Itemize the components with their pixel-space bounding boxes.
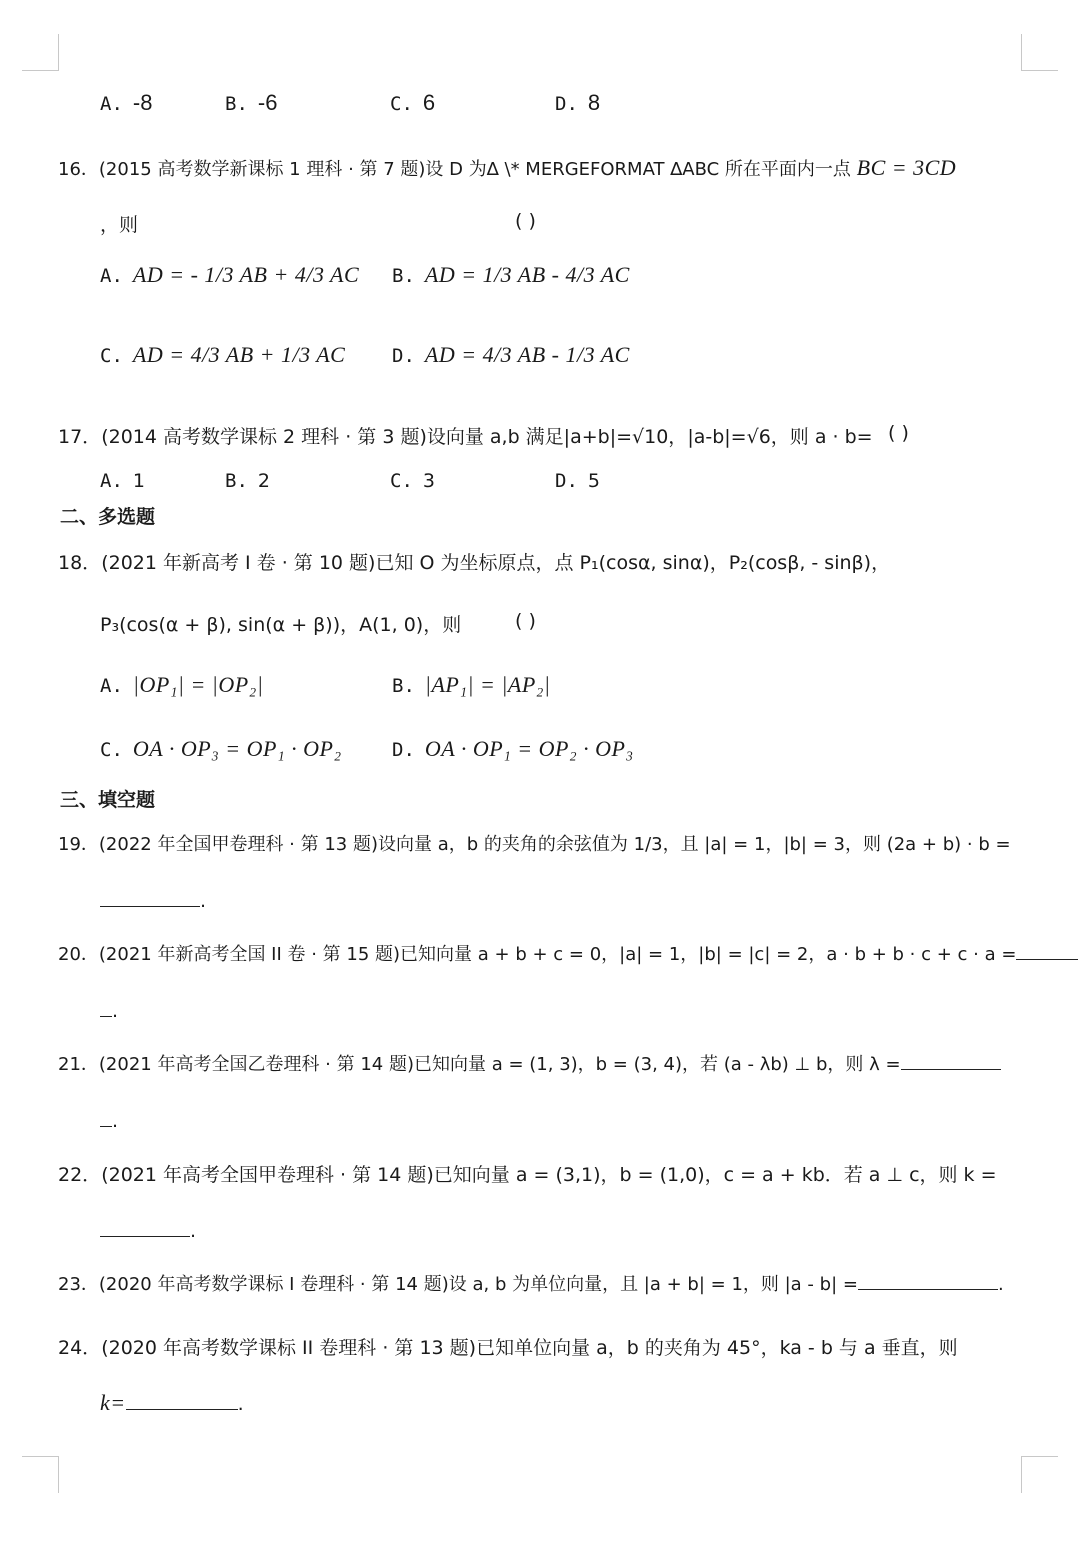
q15-option-b: B. -6 <box>225 90 278 115</box>
q18-option-c: C. OA · OP₃ = OP₁ · OP₂ <box>100 736 342 761</box>
section-heading-fill-in: 三、填空题 <box>60 789 156 811</box>
corner-mark-bottom-left <box>22 1456 59 1493</box>
q18-option-a: A. |OP₁| = |OP₂| <box>100 672 264 697</box>
q16-answer-paren: ( ) <box>515 210 536 232</box>
q20-stem: 20．(2021 年新高考全国 II 卷 · 第 15 题)已知向量 a + b + c = 0，|a| = 1，|b| = |c| = 2，a · b + b · c + c · a = <box>58 940 1078 966</box>
q24-answer-blank: k= . <box>100 1390 244 1415</box>
q17-answer-paren: ( ) <box>888 422 909 444</box>
q18-option-b: B. |AP₁| = |AP₂| <box>392 672 551 697</box>
q20-answer-blank: . <box>100 1000 118 1022</box>
q17-option-a: A. 1 <box>100 470 145 492</box>
q18-answer-paren: ( ) <box>515 610 536 632</box>
q16-option-b: B. AD = 1/3 AB - 4/3 AC <box>392 262 630 287</box>
q15-option-c: C. 6 <box>390 90 436 115</box>
q22-stem: 22．(2021 年高考全国甲卷理科 · 第 14 题)已知向量 a = (3,1)，b = (1,0)，c = a + kb．若 a ⊥ c，则 k = <box>58 1164 997 1186</box>
q16-option-c: C. AD = 4/3 AB + 1/3 AC <box>100 342 346 367</box>
q17-option-b: B. 2 <box>225 470 270 492</box>
q22-answer-blank: . <box>100 1220 196 1242</box>
q18-stem: 18．(2021 年新高考 Ⅰ 卷 · 第 10 题)已知 O 为坐标原点，点 P₁(cosα, sinα)，P₂(cosβ, - sinβ)， <box>58 552 891 574</box>
q17-stem: 17．(2014 高考数学课标 2 理科 · 第 3 题)设向量 a,b 满足|a+b|=√10，|a-b|=√6，则 a · b= <box>58 426 873 448</box>
q19-stem: 19．(2022 年全国甲卷理科 · 第 13 题)设向量 a，b 的夹角的余弦值为 1/3，且 |a| = 1，|b| = 3，则 (2a + b) · b = <box>58 834 1011 855</box>
q16-option-d: D. AD = 4/3 AB - 1/3 AC <box>392 342 630 367</box>
q16-option-a: A. AD = - 1/3 AB + 4/3 AC <box>100 262 360 287</box>
q18-stem-line2: P₃(cos(α + β), sin(α + β))，A(1, 0)，则 <box>100 614 462 636</box>
corner-mark-bottom-right <box>1021 1456 1058 1493</box>
q15-option-a: A. -8 <box>100 90 153 115</box>
section-heading-multiple-choice: 二、多选题 <box>60 506 156 528</box>
q19-answer-blank: . <box>100 890 206 912</box>
q21-stem: 21．(2021 年高考全国乙卷理科 · 第 14 题)已知向量 a = (1, 3)，b = (3, 4)，若 (a - λb) ⊥ b，则 λ = <box>58 1050 1001 1076</box>
q16-continuation: ，则 <box>100 214 139 236</box>
q24-stem: 24．(2020 年高考数学课标 II 卷理科 · 第 13 题)已知单位向量 a，b 的夹角为 45°，ka - b 与 a 垂直，则 <box>58 1337 958 1359</box>
q15-option-d: D. 8 <box>555 90 601 115</box>
corner-mark-top-left <box>22 34 59 71</box>
q23-stem: 23．(2020 年高考数学课标 Ⅰ 卷理科 · 第 14 题)设 a, b 为单位向量，且 |a + b| = 1，则 |a - b| = . <box>58 1274 1004 1295</box>
q21-answer-blank: . <box>100 1110 118 1132</box>
q16-stem: 16．(2015 高考数学新课标 1 理科 · 第 7 题)设 D 为∆ \* MERGEFORMAT ∆ABC 所在平面内一点 BC = 3CD <box>58 155 957 180</box>
corner-mark-top-right <box>1021 34 1058 71</box>
q18-option-d: D. OA · OP₁ = OP₂ · OP₃ <box>392 736 634 761</box>
q17-option-c: C. 3 <box>390 470 435 492</box>
q17-option-d: D. 5 <box>555 470 600 492</box>
